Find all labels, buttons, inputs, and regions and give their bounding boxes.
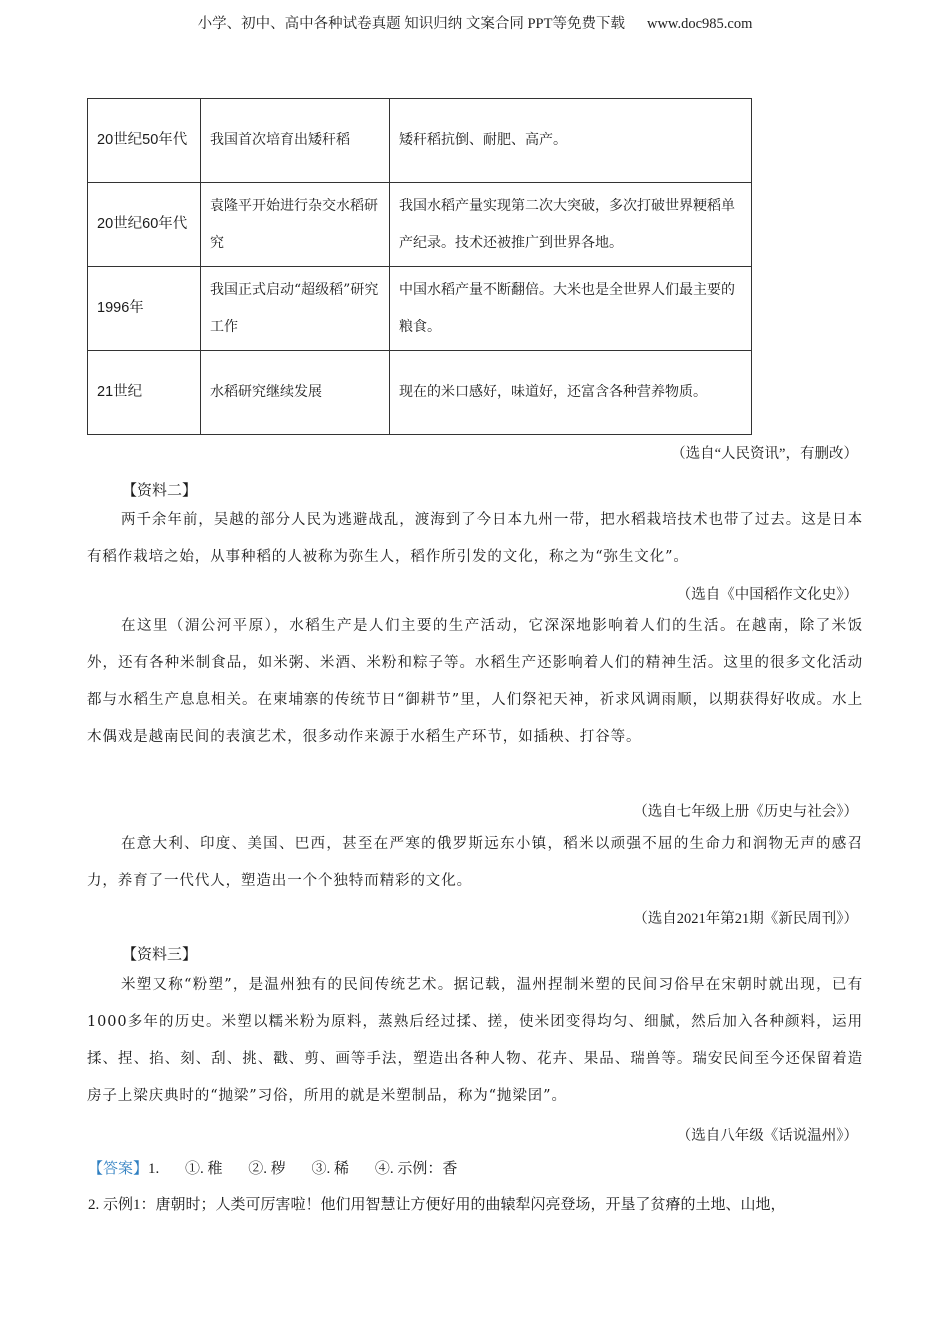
effect-cell: 中国水稻产量不断翻倍。大米也是全世界人们最主要的粮食。	[390, 267, 752, 351]
answer-line-2: 2. 示例1：唐朝时；人类可厉害啦！他们用智慧让方便好用的曲辕犁闪亮登场，开垦了贫瘠的土地、山地，	[88, 1197, 786, 1213]
header-site-link[interactable]: www.doc985.com	[646, 16, 753, 32]
table-row	[88, 183, 752, 267]
event-cell: 袁隆平开始进行杂交水稻研究	[201, 183, 390, 267]
event-cell: 我国首次培育出矮秆稻	[201, 99, 390, 183]
header-text: 小学、初中、高中各种试卷真题 知识归纳 文案合同 PPT等免费下载	[197, 16, 625, 32]
material2-source-1: （选自《中国稻作文化史》）	[676, 587, 858, 603]
material3-paragraph-1: 米塑又称“粉塑”，是温州独有的民间传统艺术。据记载，温州捏制米塑的民间习俗早在宋朝时就出现，已有1000多年的历史。米塑以糯米粉为原料，蒸熟后经过揉、搓，使米团变得均匀、细腻，然后加入各种颜料，运用揉、捏、掐、刻、刮、挑、戳、剪、画等手法，塑造出各种人物、花卉、果品、瑞兽等。瑞安民间至今还保留着造房子上梁庆典时的“抛梁”习俗，所用的就是米塑制品，称为“抛梁囝”。	[87, 977, 863, 1104]
period-cell: 21世纪	[88, 351, 201, 435]
event-cell: 水稻研究继续发展	[201, 351, 390, 435]
effect-cell: 我国水稻产量实现第二次大突破，多次打破世界粳稻单产纪录。技术还被推广到世界各地。	[390, 183, 752, 267]
rice-history-table	[87, 98, 752, 435]
answer-tag: 【答案】	[88, 1161, 149, 1177]
material3-source-1: （选自八年级《话说温州》）	[676, 1128, 858, 1144]
material2-source-3: （选自2021年第21期《新民周刊》）	[633, 911, 858, 927]
table-row	[88, 267, 752, 351]
period-cell: 20世纪60年代	[88, 183, 201, 267]
answer-option-2: ②. 秽	[248, 1161, 286, 1177]
effect-cell: 现在的米口感好，味道好，还富含各种营养物质。	[390, 351, 752, 435]
page-header	[0, 12, 950, 33]
question-number-1: 1.	[148, 1161, 160, 1177]
material2-heading: 【资料二】	[122, 483, 198, 499]
period-cell: 1996年	[88, 267, 201, 351]
answer-option-3: ③. 稀	[311, 1161, 350, 1177]
material2-paragraph-1: 两千余年前，吴越的部分人民为逃避战乱，渡海到了今日本九州一带，把水稻栽培技术也带了过去。这是日本有稻作栽培之始，从事种稻的人被称为弥生人，稻作所引发的文化，称之为“弥生文化”。	[87, 512, 863, 565]
effect-cell: 矮秆稻抗倒、耐肥、高产。	[390, 99, 752, 183]
material2-paragraph-2: 在这里（湄公河平原），水稻生产是人们主要的生产活动，它深深地影响着人们的生活。在越南，除了米饭外，还有各种米制食品，如米粥、米酒、米粉和粽子等。水稻生产还影响着人们的精神生活。这里的很多文化活动都与水稻生产息息相关。在柬埔寨的传统节日“御耕节”里，人们祭祀天神，祈求风调雨顺，以期获得好收成。水上木偶戏是越南民间的表演艺术，很多动作来源于水稻生产环节，如插秧、打谷等。	[87, 618, 863, 745]
material3-heading: 【资料三】	[122, 947, 198, 963]
event-cell: 我国正式启动“超级稻”研究工作	[201, 267, 390, 351]
answer-option-1: ①. 稚	[185, 1161, 223, 1177]
answer-line-1	[88, 1157, 457, 1178]
table-row	[88, 99, 752, 183]
answer-option-4: ④. 示例：香	[374, 1161, 458, 1177]
material2-paragraph-3: 在意大利、印度、美国、巴西，甚至在严寒的俄罗斯远东小镇，稻米以顽强不屈的生命力和润物无声的感召力，养育了一代代人，塑造出一个个独特而精彩的文化。	[87, 836, 863, 889]
period-cell: 20世纪50年代	[88, 99, 201, 183]
table-source-citation: （选自“人民资讯”，有删改）	[671, 446, 858, 462]
table-row	[88, 351, 752, 435]
material2-source-2: （选自七年级上册《历史与社会》）	[633, 804, 858, 820]
